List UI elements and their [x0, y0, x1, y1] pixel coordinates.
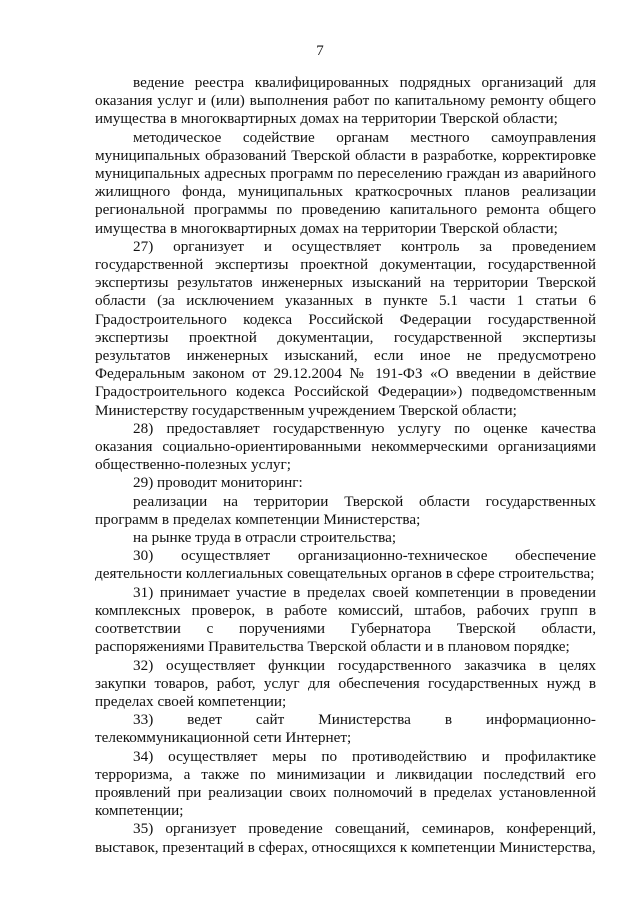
- paragraph-item-29: 29) проводит мониторинг:: [133, 474, 303, 492]
- paragraph-item-31: 31) принимает участие в пределах своей компетенции в проведении комплексных проверок, в работе комиссий, штабов, рабочих групп в соответствии с поручениями Губернатора Тверской области, распоряжениями Правительства Тверской области и в плановом порядке;: [95, 583, 596, 656]
- paragraph-item-35: 35) организует проведение совещаний, семинаров, конференций, выставок, презентаций в сферах, относящихся к компетенции Министерства,: [95, 820, 596, 856]
- page-number: 7: [316, 43, 324, 59]
- paragraph-monitoring-labor: на рынке труда в отрасли строительства;: [133, 529, 397, 547]
- paragraph-item-30: 30) осуществляет организационно-техническое обеспечение деятельности коллегиальных совещательных органов в сфере строительства;: [95, 547, 596, 583]
- paragraph-item-28: 28) предоставляет государственную услугу по оценке качества оказания социально-ориентированными некоммерческими организациями общественно-полезных услуг;: [95, 419, 596, 474]
- paragraph-registry: ведение реестра квалифицированных подрядных организаций для оказания услуг и (или) выполнения работ по капитальному ремонту общего имущества в многоквартирных домах на территории Тверской области;: [95, 74, 596, 128]
- paragraph-item-34: 34) осуществляет меры по противодействию и профилактике терроризма, а также по минимизации и ликвидации последствий его проявлений при реализации своих полномочий в пределах установленной компетенции;: [95, 747, 596, 820]
- paragraph-item-27: 27) организует и осуществляет контроль за проведением государственной экспертизы проектной документации, государственной экспертизы результатов инженерных изысканий на территории Тверской области (за исключением указанных в пункте 5.1 части 1 статьи 6 Градостроительного кодекса Российской Федерации государственной экспертизы проектной документации, государственной экспертизы результатов инженерных изысканий, если иное не предусмотрено Федеральным законом от 29.12.2004 № 191-ФЗ «О введении в действие Градостроительного кодекса Российской Федерации») подведомственным Министерству государственным учреждением Тверской области;: [95, 237, 596, 419]
- paragraph-item-33: 33) ведет сайт Министерства в информационно-телекоммуникационной сети Интернет;: [95, 711, 596, 747]
- paragraph-methodical-support: методическое содействие органам местного самоуправления муниципальных образований Тверской области в разработке, корректировке муниципальных адресных программ по переселению граждан из аварийного жилищного фонда, муниципальных краткосрочных планов реализации региональной программы по проведению капитального ремонта общего имущества в многоквартирных домах на территории Тверской области;: [95, 128, 596, 237]
- paragraph-monitoring-programs: реализации на территории Тверской области государственных программ в пределах компетенции Министерства;: [95, 492, 596, 528]
- paragraph-item-32: 32) осуществляет функции государственного заказчика в целях закупки товаров, работ, услуг для обеспечения государственных нужд в пределах своей компетенции;: [95, 656, 596, 710]
- document-body: [95, 74, 596, 857]
